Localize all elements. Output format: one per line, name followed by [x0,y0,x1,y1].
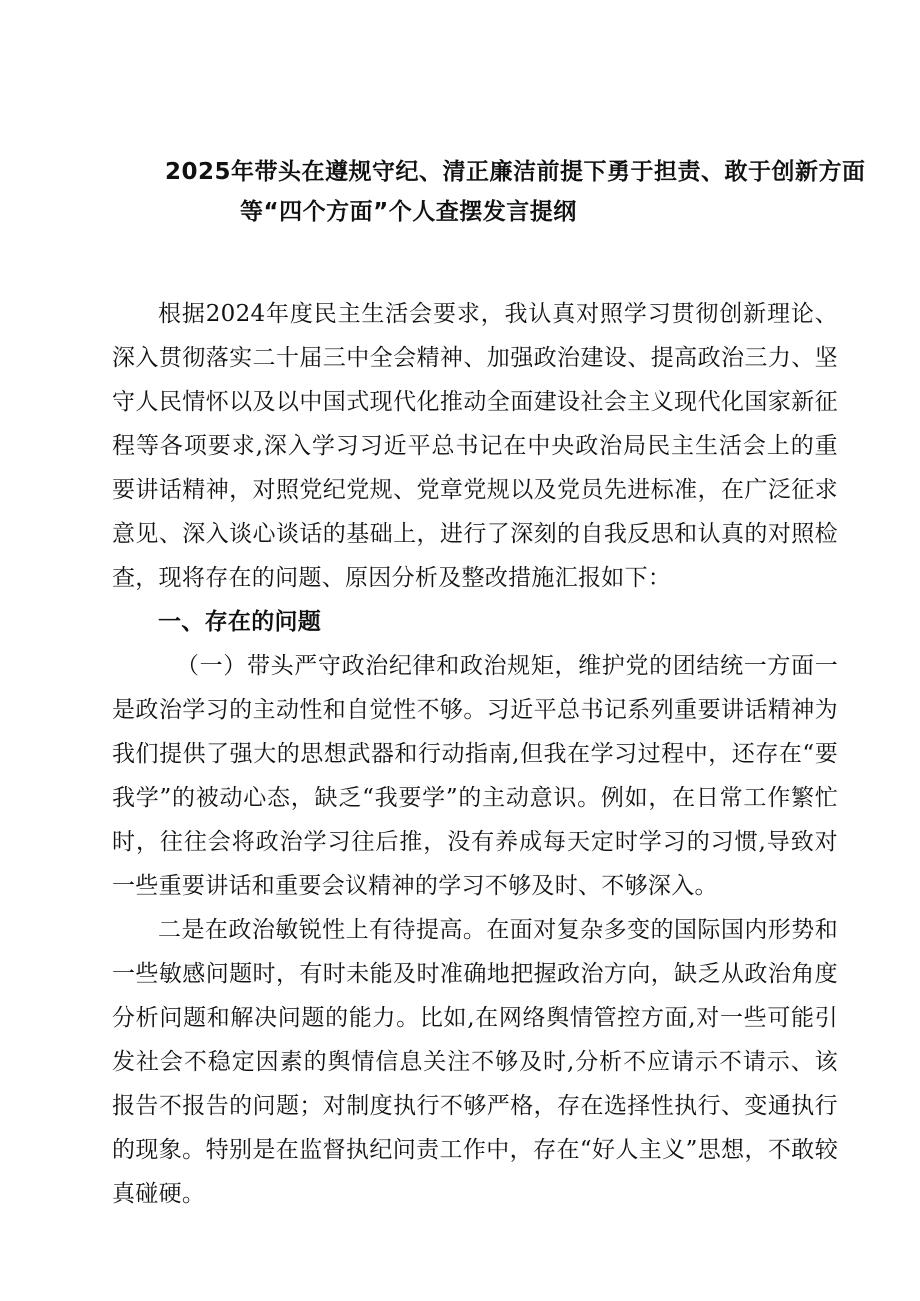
intro-paragraph: 根据2024年度民主生活会要求，我认真对照学习贯彻创新理论、深入贯彻落实二十届三中全会精神、加强政治建设、提高政治三力、坚守人民情怀以及以中国式现代化推动全面建设社会主义现代化国家新征程等各项要求,深入学习习近平总书记在中央政治局民主生活会上的重要讲话精神，对照党纪党规、党章党规以及党员先进标准，在广泛征求意见、深入谈心谈话的基础上，进行了深刻的自我反思和认真的对照检查，现将存在的问题、原因分析及整改措施汇报如下： [112,301,838,591]
document-title [120,152,880,232]
section-heading-problems: 一、存在的问题 [158,609,322,635]
paragraph-political-discipline: （一）带头严守政治纪律和政治规矩，维护党的团结统一方面一是政治学习的主动性和自觉性不够。习近平总书记系列重要讲话精神为我们提供了强大的思想武器和行动指南,但我在学习过程中，还存在“要我学”的被动心态，缺乏“我要学”的主动意识。例如，在日常工作繁忙时，往往会将政治学习往后推，没有养成每天定时学习的习惯,导致对一些重要讲话和重要会议精神的学习不够及时、不够深入。 [112,653,838,899]
document-body [112,292,838,1216]
title-line-2: 等“四个方面”个人查摆发言提纲 [240,199,577,225]
paragraph-political-sensitivity: 二是在政治敏锐性上有待提高。在面对复杂多变的国际国内形势和一些敏感问题时，有时未能及时准确地把握政治方向，缺乏从政治角度分析问题和解决问题的能力。比如,在网络舆情管控方面,对一些可能引发社会不稳定因素的舆情信息关注不够及时,分析不应请示不请示、该报告不报告的问题；对制度执行不够严格，存在选择性执行、变通执行的现象。特别是在监督执纪问责工作中，存在“好人主义”思想，不敢较真碰硬。 [112,917,838,1207]
title-line-1: 2025年带头在遵规守纪、清正廉洁前提下勇于担责、敢于创新方面 [165,159,866,185]
